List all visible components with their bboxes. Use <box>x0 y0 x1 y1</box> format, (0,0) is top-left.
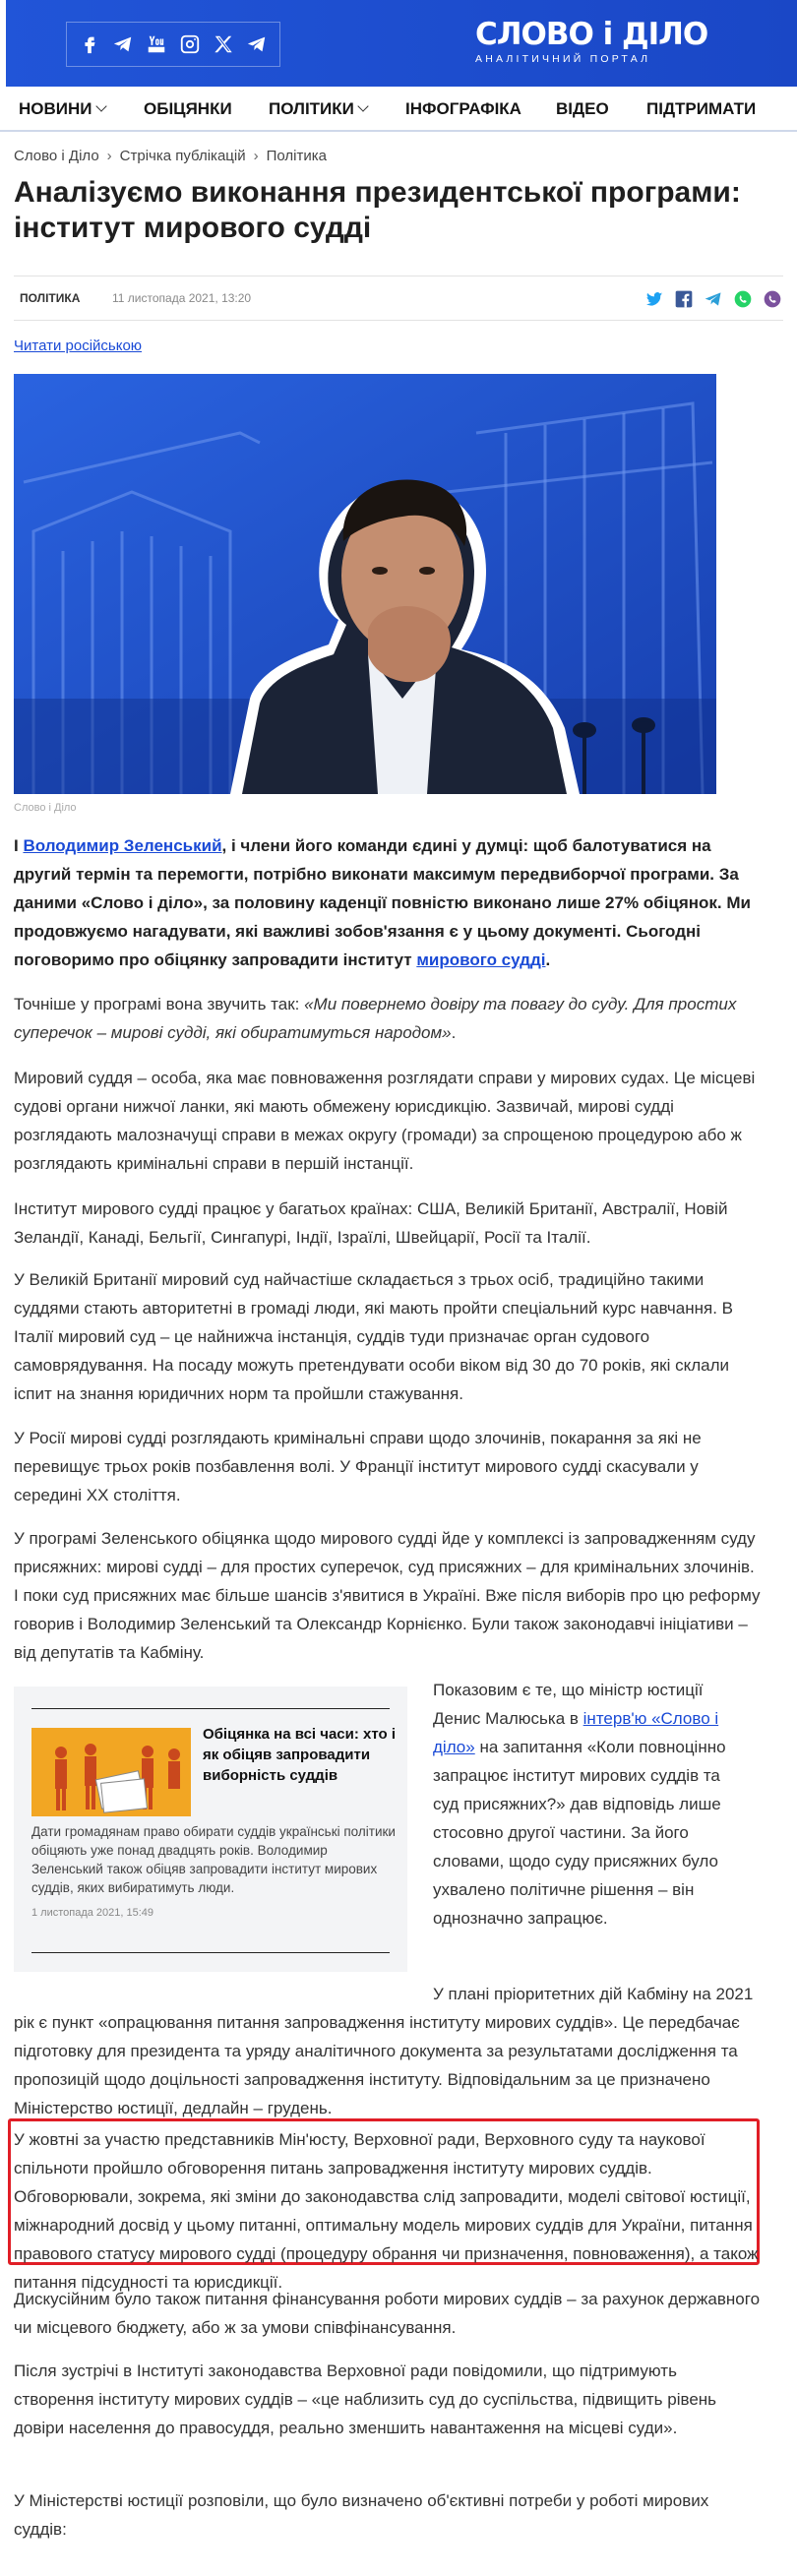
related-article-description: Дати громадянам право обирати суддів українські політики обіцяють уже понад двадцять років. Володимир Зеленський також обіцяв запровадити інститут мирових суддів, яких вибиратимуть люди. <box>31 1824 396 1895</box>
facebook-share-icon[interactable] <box>673 288 695 310</box>
paragraph: Мировий суддя – особа, яка має повноваження розглядати справи у мирових судах. Це місцеві судові органи нижчої ланки, які мають обмежену юрисдикцію. Зазвичай, мирові судді розглядають малозначущі справи в межах округу (громади) за спрощеною процедурою або ж розглядають кримінальні справи в першій інстанції. <box>14 1069 756 1173</box>
nav-item-label: НОВИНИ <box>19 99 92 118</box>
viber-share-icon[interactable] <box>762 288 783 310</box>
youtube-icon[interactable] <box>145 32 168 56</box>
program-quote: «Ми повернемо довіру та повагу до суду. Для простих суперечок – мирові судді, які обиратимуться народом» <box>14 995 737 1042</box>
facebook-icon[interactable] <box>78 32 101 56</box>
related-article-card[interactable] <box>14 1687 407 1972</box>
paragraph-text: на запитання «Коли повноцінно запрацює інститут мирових суддів та суд присяжних?» дав відповідь лише стосовно другої частини. За його словами, щодо суду присяжних було ухвалено політичне рішення – він однозначно запрацює. <box>433 1738 726 1928</box>
related-article-date: 1 листопада 2021, 15:49 <box>31 1907 154 1919</box>
paragraph-text: Показовим є те, що міністр юстиції Денис Малюська в <box>433 1681 704 1728</box>
nav-item-news[interactable] <box>19 87 105 132</box>
breadcrumb-separator: › <box>253 148 259 164</box>
header-edge <box>0 0 6 87</box>
lead-text: , і члени його команди єдині у думці: щоб балотуватися на другий термін та перемогти, потрібно виконати максимум передвиборчої програми. За даними «Слово і діло», за половину каденції повністю виконано лише 27% обіцянок. Ми продовжуємо нагадувати, які важливі зобов'язання є у цьому документі. Сьогодні поговоримо про обіцянку запровадити інститут <box>14 836 751 969</box>
social-links <box>66 22 280 67</box>
breadcrumb-home[interactable]: Слово і Діло <box>14 148 99 164</box>
nav-item-label: ПІДТРИМАТИ <box>646 99 757 118</box>
nav-item-infographics[interactable] <box>405 87 521 132</box>
paragraph: Дискусійним було також питання фінансування роботи мирових суддів – за рахунок державного чи місцевого бюджету, або ж за умови співфінансування. <box>14 2290 761 2337</box>
nav-item-label: ВІДЕО <box>556 99 609 118</box>
nav-item-label: ОБІЦЯНКИ <box>144 99 232 118</box>
image-caption: Слово і Діло <box>14 802 77 814</box>
paragraph <box>433 1676 738 1932</box>
article-lead <box>14 831 762 974</box>
paragraph: У Росії мирові судді розглядають кримінальні справи щодо злочинів, покарання за які не перевищує трьох років позбавлення волі. У Франції інститут мирового судді скасували у середині ХХ століття. <box>14 1429 702 1504</box>
highlighted-paragraph: У жовтні за участю представників Мін'юсту, Верховної ради, Верховного суду та наукової спільноти пройшло обговорення питань запровадження інституту мирових суддів. Обговорювали, зокрема, які зміни до законодавства слід запровадити, моделі світової юстиції, міжнародний досвід у цьому питанні, оптимальну модель мирових суддів для України, питання правового статусу мирового судді (процедуру обрання чи призначення, повноваження), а також питання підсудності та юрисдикції. <box>14 2130 759 2292</box>
paragraph <box>14 1980 762 2122</box>
interview-link[interactable]: інтерв'ю «Слово і діло» <box>433 1709 719 1756</box>
breadcrumb-politics[interactable]: Політика <box>266 148 327 164</box>
article-hero-image <box>14 374 716 794</box>
telegram-icon[interactable] <box>245 32 269 56</box>
paragraph: У Міністерстві юстиції розповіли, що було визначено об'єктивні потреби у роботі мирових суддів: <box>14 2491 709 2539</box>
nav-item-video[interactable] <box>556 87 609 132</box>
x-icon[interactable] <box>212 32 235 56</box>
nav-item-support[interactable] <box>646 87 756 132</box>
lead-text: І <box>14 836 24 855</box>
category-link[interactable]: ПОЛІТИКА <box>20 291 81 305</box>
nav-item-label: ПОЛІТИКИ <box>269 99 354 118</box>
article-meta <box>14 276 783 321</box>
telegram-share-icon[interactable] <box>703 288 724 310</box>
paragraph: У Великій Британії мировий суд найчастіше складається з трьох осіб, традиційно такими суддями стають авторитетні в громаді люди, які мають пройти спеціальний курс навчання. В Італії мировий суд – це найнижча інстанція, суддів туди призначає орган судового самоврядування. На посаду можуть претендувати особи віком від 30 до 70 років, які склали іспит на знання юридичних норм та пройшли стажування. <box>14 1270 733 1403</box>
divider <box>31 1952 390 1953</box>
breadcrumb-feed[interactable]: Стрічка публікацій <box>119 148 246 164</box>
peace-judge-link[interactable]: мирового судді <box>416 951 546 969</box>
instagram-icon[interactable] <box>178 32 202 56</box>
nav-item-label: ІНФОГРАФІКА <box>405 99 521 118</box>
nav-item-politicians[interactable] <box>269 87 367 132</box>
whatsapp-share-icon[interactable] <box>732 288 754 310</box>
breadcrumb-separator: › <box>106 148 112 164</box>
paragraph <box>14 990 762 1047</box>
paragraph-text: Точніше у програмі вона звучить так: <box>14 995 305 1013</box>
publish-date: 11 листопада 2021, 13:20 <box>112 291 252 305</box>
site-header <box>0 0 797 87</box>
nav-item-promises[interactable] <box>144 87 232 132</box>
twitter-share-icon[interactable] <box>644 288 665 310</box>
breadcrumb <box>14 148 327 164</box>
divider <box>31 1708 390 1709</box>
paragraph-text: . <box>451 1023 457 1042</box>
read-in-russian-link[interactable]: Читати російською <box>14 337 143 354</box>
chevron-down-icon <box>357 100 368 111</box>
lead-text: . <box>545 951 551 969</box>
telegram-icon[interactable] <box>111 32 135 56</box>
chevron-down-icon <box>95 100 106 111</box>
site-logo[interactable] <box>475 17 708 65</box>
share-buttons <box>644 288 783 310</box>
paragraph: Після зустрічі в Інституті законодавства Верховної ради повідомили, що підтримують створення інституту мирових суддів – «це наблизить суд до суспільства, підвищить рівень довіри населення до правосуддя, реально зменшить навантаження на місцеві суди». <box>14 2361 717 2437</box>
related-article-thumbnail <box>31 1728 191 1816</box>
paragraph-text: У плані пріоритетних дій Кабміну на 2021 рік є пункт «опрацювання питання запровадження інституту мирових суддів». Це передбачає підготовку для президента та уряду аналітичного документа за результатами дослідження та пропозицій щодо доцільності запровадження інституту. Відповідальним за це призначено Міністерство юстиції, дедлайн – грудень. <box>14 1985 754 2117</box>
paragraph: Інститут мирового судді працює у багатьох країнах: США, Великій Британії, Австралії, Новій Зеландії, Канаді, Бельгії, Сингапурі, Індії, Ізраїлі, Швейцарії, Росії та Італії. <box>14 1199 728 1247</box>
main-nav <box>0 87 797 132</box>
page-title: Аналізуємо виконання президентської програми: інститут мирового судді <box>14 176 741 244</box>
brand-name: СЛОВО і ДІЛО <box>475 17 708 52</box>
zelensky-link[interactable]: Володимир Зеленський <box>23 836 222 855</box>
paragraph: У програмі Зеленського обіцянка щодо мирового судді йде у комплексі із запровадженням суду присяжних: мирові судді – для простих суперечок, суд присяжних – для кримінальних злочинів. І поки суд присяжних має більше шансів з'явитися в Україні. Вже після виборів про цю реформу говорив і Володимир Зеленський та Олександр Корнієнко. Були також законодавчі ініціативи – від депутатів та Кабміну. <box>14 1529 761 1662</box>
brand-subtitle: АНАЛІТИЧНИЙ ПОРТАЛ <box>475 53 651 65</box>
related-article-title[interactable]: Обіцянка на всі часи: хто і як обіцяв запровадити виборність суддів <box>203 1726 397 1784</box>
